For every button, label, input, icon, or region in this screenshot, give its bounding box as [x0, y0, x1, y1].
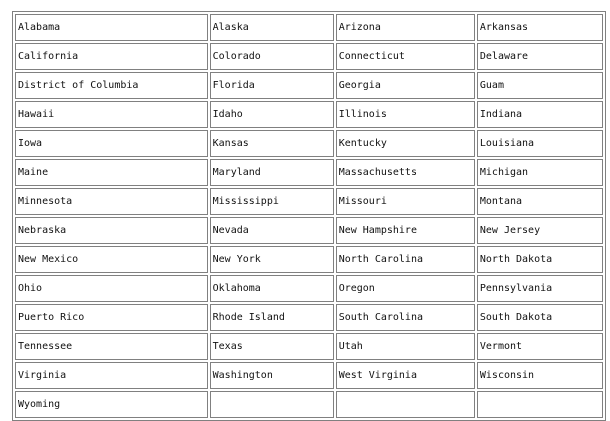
state-cell[interactable]: Hawaii	[15, 101, 208, 128]
state-cell[interactable]: Nebraska	[15, 217, 208, 244]
state-cell[interactable]: Arizona	[336, 14, 475, 41]
state-cell[interactable]: North Carolina	[336, 246, 475, 273]
table-row	[15, 130, 603, 157]
state-cell[interactable]: New Mexico	[15, 246, 208, 273]
empty-cell	[336, 391, 475, 418]
state-cell[interactable]: Idaho	[210, 101, 334, 128]
state-cell[interactable]: Virginia	[15, 362, 208, 389]
state-cell[interactable]: South Carolina	[336, 304, 475, 331]
table-row	[15, 391, 603, 418]
state-cell[interactable]: New Hampshire	[336, 217, 475, 244]
table-row	[15, 188, 603, 215]
state-cell[interactable]: Nevada	[210, 217, 334, 244]
state-cell[interactable]: Wisconsin	[477, 362, 603, 389]
state-cell[interactable]: South Dakota	[477, 304, 603, 331]
table-row	[15, 246, 603, 273]
state-cell[interactable]: Vermont	[477, 333, 603, 360]
state-cell[interactable]: Rhode Island	[210, 304, 334, 331]
table-row	[15, 333, 603, 360]
state-cell[interactable]: Ohio	[15, 275, 208, 302]
state-cell[interactable]: Wyoming	[15, 391, 208, 418]
state-cell[interactable]: Maryland	[210, 159, 334, 186]
table-row	[15, 43, 603, 70]
table-row	[15, 362, 603, 389]
table-row	[15, 159, 603, 186]
table-row	[15, 304, 603, 331]
state-cell[interactable]: Utah	[336, 333, 475, 360]
state-cell[interactable]: Mississippi	[210, 188, 334, 215]
state-cell[interactable]: Georgia	[336, 72, 475, 99]
table-row	[15, 275, 603, 302]
state-cell[interactable]: Montana	[477, 188, 603, 215]
state-cell[interactable]: Illinois	[336, 101, 475, 128]
state-cell[interactable]: Kentucky	[336, 130, 475, 157]
state-cell[interactable]: Maine	[15, 159, 208, 186]
state-cell[interactable]: Connecticut	[336, 43, 475, 70]
state-cell[interactable]: Louisiana	[477, 130, 603, 157]
state-cell[interactable]: Alaska	[210, 14, 334, 41]
state-cell[interactable]: Guam	[477, 72, 603, 99]
state-cell[interactable]: Pennsylvania	[477, 275, 603, 302]
state-cell[interactable]: West Virginia	[336, 362, 475, 389]
state-cell[interactable]: District of Columbia	[15, 72, 208, 99]
table-row	[15, 101, 603, 128]
state-cell[interactable]: Michigan	[477, 159, 603, 186]
state-cell[interactable]: Minnesota	[15, 188, 208, 215]
table-row	[15, 72, 603, 99]
state-cell[interactable]: Oregon	[336, 275, 475, 302]
states-table-body	[15, 14, 603, 418]
state-cell[interactable]: Massachusetts	[336, 159, 475, 186]
state-cell[interactable]: Delaware	[477, 43, 603, 70]
state-cell[interactable]: Missouri	[336, 188, 475, 215]
state-cell[interactable]: Indiana	[477, 101, 603, 128]
state-cell[interactable]: Texas	[210, 333, 334, 360]
state-cell[interactable]: Arkansas	[477, 14, 603, 41]
empty-cell	[210, 391, 334, 418]
state-cell[interactable]: New Jersey	[477, 217, 603, 244]
state-cell[interactable]: Kansas	[210, 130, 334, 157]
state-cell[interactable]: California	[15, 43, 208, 70]
state-cell[interactable]: Washington	[210, 362, 334, 389]
empty-cell	[477, 391, 603, 418]
state-cell[interactable]: Alabama	[15, 14, 208, 41]
states-table	[12, 11, 606, 421]
state-cell[interactable]: Puerto Rico	[15, 304, 208, 331]
state-cell[interactable]: Oklahoma	[210, 275, 334, 302]
state-cell[interactable]: Iowa	[15, 130, 208, 157]
table-row	[15, 217, 603, 244]
state-cell[interactable]: New York	[210, 246, 334, 273]
state-cell[interactable]: Tennessee	[15, 333, 208, 360]
state-cell[interactable]: Colorado	[210, 43, 334, 70]
state-cell[interactable]: Florida	[210, 72, 334, 99]
table-row	[15, 14, 603, 41]
state-cell[interactable]: North Dakota	[477, 246, 603, 273]
